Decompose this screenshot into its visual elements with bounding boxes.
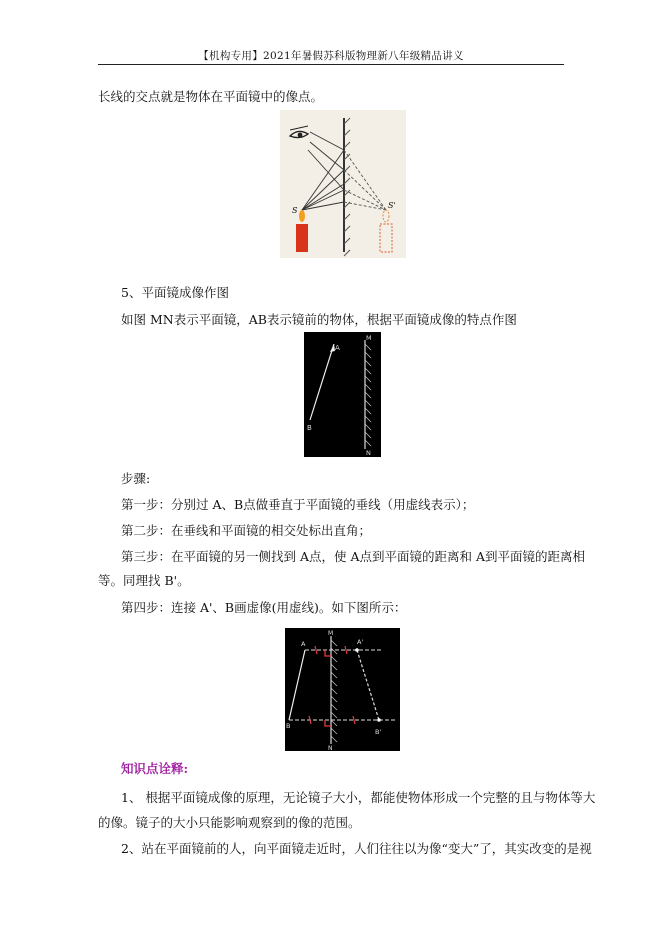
label-a: A <box>335 344 340 352</box>
step-three: 第三步：在平面镜的另一侧找到 A点，使 A点到平面镜的距离和 A到平面镜的距离相 <box>121 549 586 564</box>
note-two: 2、站在平面镜前的人，向平面镜走近时，人们往往以为像“变大”了，其实改变的是视 <box>121 841 592 856</box>
section-heading: 5、平面镜成像作图 <box>121 285 229 300</box>
label-s: S <box>292 206 298 215</box>
eye-pupil <box>298 133 303 138</box>
label-m: M <box>366 334 372 342</box>
label-m: M <box>328 630 334 637</box>
label-a-prime: A' <box>357 638 364 646</box>
label-n: N <box>366 449 371 457</box>
point-b-prime <box>377 718 381 722</box>
page-header: 【机构专用】2021年暑假苏科版物理新八年级精品讲义 <box>198 50 464 62</box>
step-four: 第四步：连接 A'、B画虚像(用虚线)。如下图所示： <box>121 600 407 615</box>
step-one: 第一步：分别过 A、B点做垂直于平面镜的垂线（用虚线表示）； <box>121 497 475 512</box>
header-rule <box>98 64 564 65</box>
candle-body <box>296 224 308 252</box>
label-b: B <box>307 424 312 432</box>
knowledge-point-title: 知识点诠释: <box>121 761 189 776</box>
label-n: N <box>328 745 333 751</box>
paragraph-image-point: 长线的交点就是物体在平面镜中的像点。 <box>98 89 324 104</box>
point-a-prime <box>355 648 359 652</box>
label-b-prime: B' <box>375 728 382 736</box>
step-three-continued: 等。同理找 B'。 <box>98 573 190 588</box>
figure-mirror-image-construction <box>285 628 400 751</box>
note-one-continued: 的像。镜子的大小只能影响观察到的像的范围。 <box>98 815 361 830</box>
paragraph-task: 如图 MN表示平面镜，AB表示镜前的物体，根据平面镜成像的特点作图 <box>121 312 517 327</box>
steps-label: 步骤: <box>121 471 151 486</box>
candle-flame <box>299 210 305 222</box>
note-one: 1、 根据平面镜成像的原理，无论镜子大小，都能使物体形成一个完整的且与物体等大 <box>121 790 596 805</box>
figure-candle-reflection <box>280 110 406 258</box>
label-s-prime: S' <box>388 201 396 210</box>
label-a: A <box>301 640 306 648</box>
figure-mirror-object <box>304 332 381 457</box>
figure2-background <box>304 332 381 457</box>
step-two: 第二步：在垂线和平面镜的相交处标出直角； <box>121 523 372 538</box>
label-b: B <box>286 722 291 730</box>
